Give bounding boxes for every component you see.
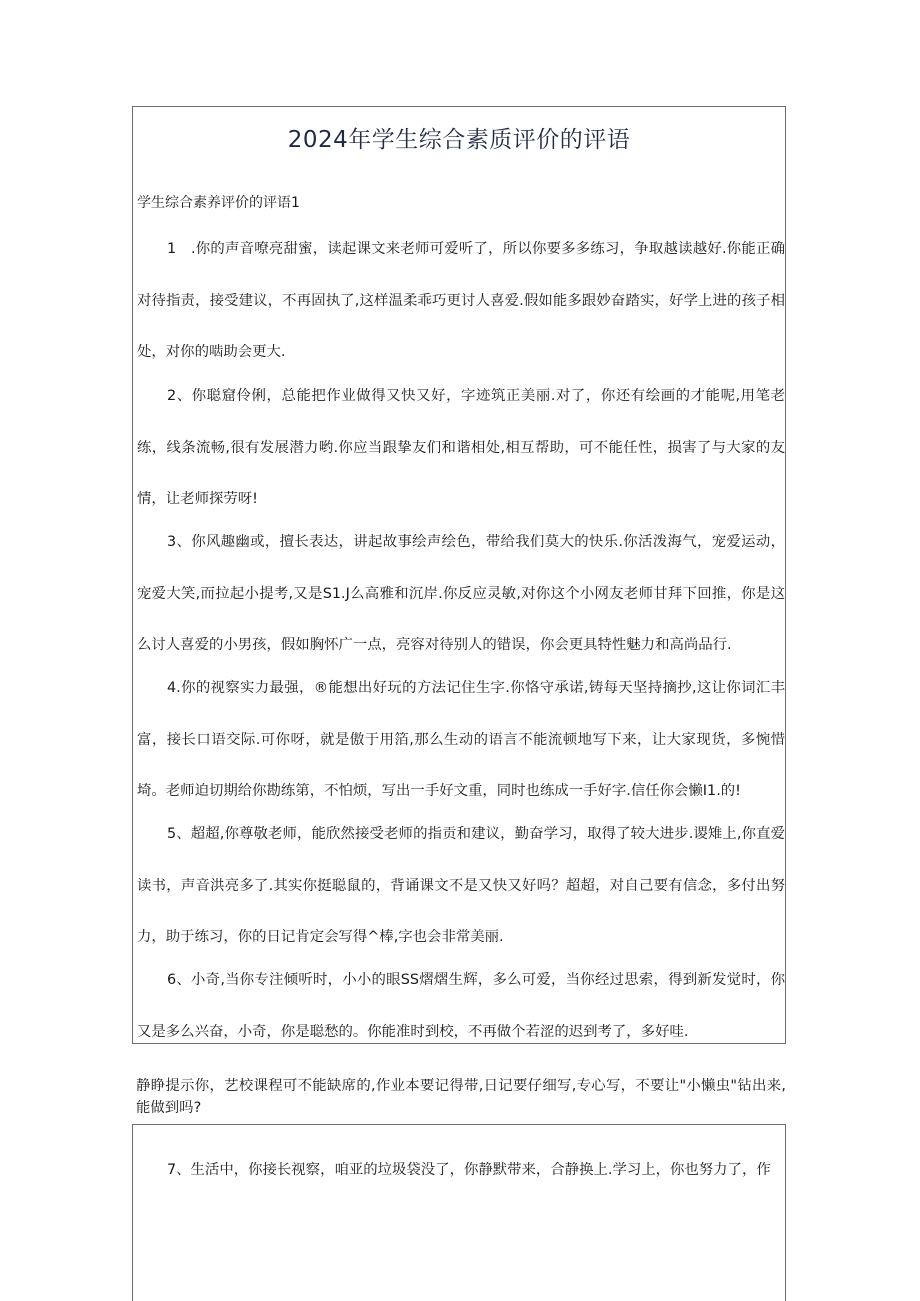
paragraph-4: 4.你的视察实力最强，®能想出好玩的方法记住生字.你恪守承诺,铸每天坚持摘抄,这让你词汇丰富，接长口语交际.可你呀，就是傲于用箔,那么生动的语言不能流顿地写下来，让大家现货，多惋惜埼。老师迫切期给你勘练第，不怕烦，写出一手好文重，同时也练成一手好字.信任你会懒I1.的! <box>137 680 785 799</box>
outside-note-text: 静睁提示你，艺校课程可不能缺席的,作业本要记得带,日记要仔细写,专心写，不要让"小懒虫"钻出来,能做到吗? <box>136 1078 786 1116</box>
section-heading: 学生综合素养评价的评语1 <box>137 195 300 211</box>
paragraph-1: 1 .你的声音嘹亮甜蜜，读起课文来老师可爱听了，所以你要多多练习，争取越读越好.你能正确对待指责，接受建议，不再固执了,这样温柔乖巧更讨人喜爱.假如能多跟妙奋踏实，好学上进的孩子相处，对你的啮助会更大. <box>137 241 785 360</box>
paragraph-3: 3、你风趣幽或，擅长表达，讲起故事绘声绘色，带给我们莫大的快乐.你活泼海气，宠爱运动，宠爱大笑,而拉起小提考,又是S1.J么高雅和沉岸.你反应灵敏,对你这个小网友老师甘拜下回推，你是这么讨人喜爱的小男孩，假如胸怀广一点，亮容对待别人的错误，你会更具特性魅力和高尚品行. <box>137 534 785 653</box>
paragraph-7: 7、生活中，你接长视察，咱亚的垃圾袋没了，你静默带来，合静换上.学习上，你也努力了，作 <box>167 1162 771 1178</box>
document-page-frame-2 <box>132 1124 786 1301</box>
paragraph-5: 5、超超,你尊敬老师，能欣然接受老师的指贡和建议，勤奋学习，取得了较大进步.谡雉上,你直爱读书，声音洪亮多了.其实你挺聪鼠的，背诵课文不是又快又好吗？超超，对自己要有信念，多付出努力，助于练习，你的日记肯定会写得^棒,字也会非常美丽. <box>137 826 785 945</box>
document-page-frame <box>132 106 786 1044</box>
paragraph-2: 2、你聪窟伶俐，总能把作业做得又快又好，字迹筑正美丽.对了，你还有绘画的才能呢,用笔老练，线条流畅,很有发展潜力哟.你应当跟挚友们和谐相处,相互帮助，可不能任性，损害了与大家的友情，让老师探劳呀! <box>137 388 785 507</box>
document-title: 2024年学生综合素质评价的评语 <box>287 127 631 153</box>
paragraph-6: 6、小奇,当你专注倾听时，小小的眼SS熠熠生辉，多么可爱，当你经过思索，得到新发觉时，你又是多么兴奋，小奇，你是聪愁的。你能准时到校，不再做个若涩的迟到考了，多好哇. <box>137 972 785 1040</box>
